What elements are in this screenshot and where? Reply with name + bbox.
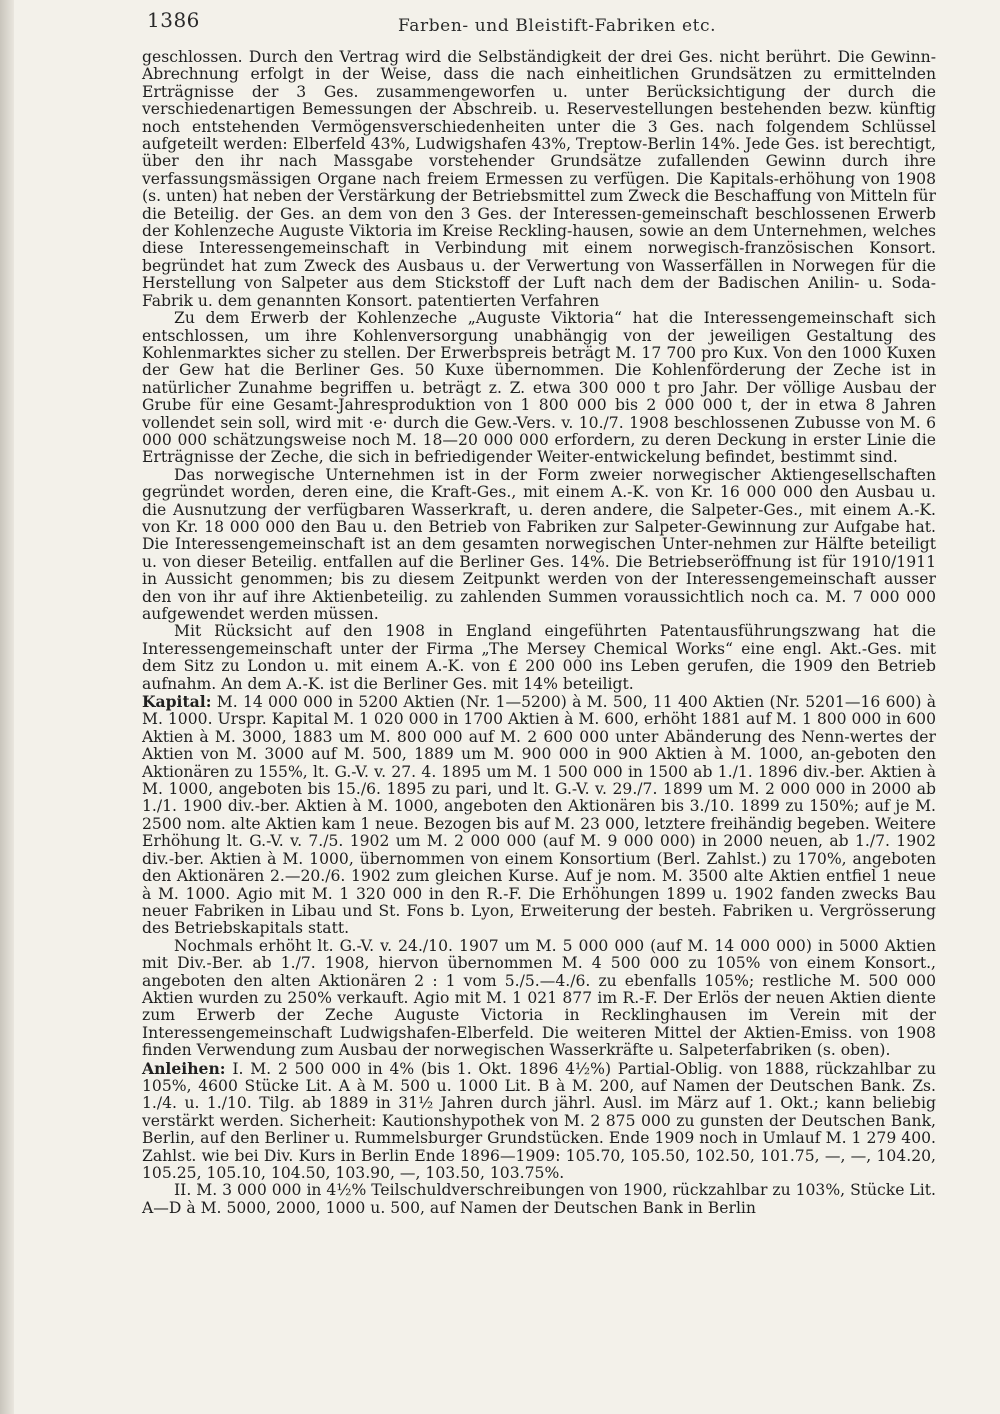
page-number: 1386 [147,8,200,32]
kapital-label: Kapital: [142,692,212,712]
page-binding-edge [0,0,14,1414]
kapital-text: M. 14 000 000 in 5200 Aktien (Nr. 1—5200) à M. 500, 11 400 Aktien (Nr. 5201—16 600) à M. 1000. Urspr. Kapital M. 1 020 000 in 1700 Aktien à M. 600, erhöht 1881 auf M. 1 800 000 in 600 Aktien à M. 3000, 1883 um M. 800 000 auf M. 2 600 000 unter Abänderung des Nenn-wertes der Aktien von M. 3000 auf M. 500, 1889 um M. 900 000 in 900 Aktien à M. 1000, an-geboten den Aktionären zu 155%, lt. G.-V. v. 27. 4. 1895 um M. 1 500 000 in 1500 ab 1./1. 1896 div.-ber. Aktien à M. 1000, angeboten bis 15./6. 1895 zu pari, und lt. G.-V. v. 29./7. 1899 um M. 2 000 000 in 2000 ab 1./1. 1900 div.-ber. Aktien à M. 1000, angeboten den Aktionären bis 3./10. 1899 zu 150%; auf je M. 2500 nom. alte Aktien kam 1 neue. Bezogen bis auf M. 23 000, letztere freihändig begeben. Weitere Erhöhung lt. G.-V. v. 7./5. 1902 um M. 2 000 000 (auf M. 9 000 000) in 2000 neuen, ab 1./7. 1902 div.-ber. Aktien à M. 1000, übernommen von einem Konsortium (Berl. Zahlst.) zu 170%, angeboten den Aktionären 2.—20./6. 1902 zum gleichen Kurse. Auf je nom. M. 3500 alte Aktien entfiel 1 neue à M. 1000. Agio mit M. 1 320 000 in den R.-F. Die Erhöhungen 1899 u. 1902 fanden zwecks Bau neuer Fabriken in Libau und St. Fons b. Lyon, Erweiterung der besteh. Fabriken u. Vergrösserung des Betriebskapitals statt. [142,693,937,938]
paragraph-contract: geschlossen. Durch den Vertrag wird die Selbständigkeit der drei Ges. nicht berührt. Die Gewinn-Abrechnung erfolgt in der Weise, dass die nach einheitlichen Grundsätzen zu ermittelnden Erträgnisse der 3 Ges. zusammengeworfen u. unter Berücksichtigung der durch die verschiedenartigen Bemessungen der Abschreib. u. Reservestellungen bestehenden bezw. künftig noch entstehenden Vermögensverschiedenheiten unter die 3 Ges. nach folgendem Schlüssel aufgeteilt werden: Elberfeld 43%, Ludwigshafen 43%, Treptow-Berlin 14%. Jede Ges. ist berechtigt, über den ihr nach Massgabe vorstehender Grundsätze zufallenden Gewinn durch ihre verfassungsmässigen Organe nach freiem Ermessen zu verfügen. Die Kapitals-erhöhung von 1908 (s. unten) hat neben der Verstärkung der Betriebsmittel zum Zweck die Beschaffung von Mitteln für die Beteilig. der Ges. an dem von den 3 Ges. der Interessen-gemeinschaft beschlossenen Erwerb der Kohlenzeche Auguste Viktoria im Kreise Reckling-hausen, sowie an dem Unternehmen, welches diese Interessengemeinschaft in Verbindung mit einem norwegisch-französischen Konsort. begründet hat zum Zweck des Ausbaus u. der Verwertung von Wasserfällen in Norwegen für die Herstellung von Salpeter aus dem Stickstoff der Luft nach dem der Badischen Anilin- u. Soda-Fabrik u. dem genannten Konsort. patentierten Verfahren [142,48,936,310]
paragraph-coal-mine: Zu dem Erwerb der Kohlenzeche „Auguste Viktoria“ hat die Interessengemeinschaft sich entschlossen, um ihre Kohlenversorgung unabhängig von der jeweiligen Gestaltung des Kohlenmarktes sicher zu stellen. Der Erwerbspreis beträgt M. 17 700 pro Kux. Von den 1000 Kuxen der Gew hat die Berliner Ges. 50 Kuxe übernommen. Die Kohlenförderung der Zeche ist in natürlicher Zunahme begriffen u. beträgt z. Z. etwa 300 000 t pro Jahr. Der völlige Ausbau der Grube für eine Gesamt-Jahresproduktion von 1 800 000 bis 2 000 000 t, der in etwa 8 Jahren vollendet sein soll, wird mit ·e· durch die Gew.-Vers. v. 10./7. 1908 beschlossenen Zubusse von M. 6 000 000 schätzungsweise noch M. 18—20 000 000 erfordern, zu deren Deckung in erster Linie die Erträgnisse der Zeche, die sich in befriedigender Weiter-entwickelung befindet, bestimmt sind. [142,309,936,467]
anleihen-text: I. M. 2 500 000 in 4% (bis 1. Okt. 1896 4½%) Partial-Oblig. von 1888, rückzahlbar zu 105%, 4600 Stücke Lit. A à M. 500 u. 1000 Lit. B à M. 200, auf Namen der Deutschen Bank. Zs. 1./4. u. 1./10. Tilg. ab 1889 in 31½ Jahren durch jährl. Ausl. im März auf 1. Okt.; kann beliebig verstärkt werden. Sicherheit: Kautionshypothek von M. 2 875 000 zu gunsten der Deutschen Bank, Berlin, auf den Berliner u. Rummelsburger Grundstücken. Ende 1909 noch in Umlauf M. 1 279 400. Zahlst. wie bei Div. Kurs in Berlin Ende 1896—1909: 105.70, 105.50, 102.50, 101.75, —, —, 104.20, 105.25, 105.10, 104.50, 103.90, —, 103.50, 103.75%. [142,1059,936,1182]
paragraph-anleihen [142,1060,936,1183]
paragraph-mersey-chemical: Mit Rücksicht auf den 1908 in England eingeführten Patentausführungszwang hat die Interessengemeinschaft unter der Firma „The Mersey Chemical Works“ eine engl. Akt.-Ges. mit dem Sitz zu London u. mit einem A.-K. von £ 200 000 ins Leben gerufen, die 1909 den Betrieb aufnahm. An dem A.-K. ist die Berliner Ges. mit 14% beteiligt. [142,622,936,693]
paragraph-loan-ii: II. M. 3 000 000 in 4½% Teilschuldverschreibungen von 1900, rückzahlbar zu 103%, Stücke Lit. A—D à M. 5000, 2000, 1000 u. 500, auf Namen der Deutschen Bank in Berlin [142,1181,936,1217]
body-text [142,49,936,1217]
paragraph-capital-increase-1907: Nochmals erhöht lt. G.-V. v. 24./10. 1907 um M. 5 000 000 (auf M. 14 000 000) in 5000 Aktien mit Div.-Ber. ab 1./7. 1908, hiervon übernommen M. 4 500 000 zu 105% von einem Konsort., angeboten den alten Aktionären 2 : 1 vom 5./5.—4./6. zu ebenfalls 105%; restliche M. 500 000 Aktien wurden zu 250% verkauft. Agio mit M. 1 021 877 im R.-F. Der Erlös der neuen Aktien diente zum Erwerb der Zeche Auguste Victoria in Recklinghausen im Verein mit der Interessengemeinschaft Ludwigshafen-Elberfeld. Die weiteren Mittel der Aktien-Emiss. von 1908 finden Verwendung zum Ausbau der norwegischen Wasserkräfte u. Salpeterfabriken (s. oben). [142,936,936,1060]
anleihen-label: Anleihen: [142,1058,226,1078]
page-header [140,6,940,42]
paragraph-kapital [142,693,936,938]
running-head: Farben- und Bleistift-Fabriken etc. [398,16,717,36]
paragraph-norwegian-venture: Das norwegische Unternehmen ist in der Form zweier norwegischer Aktiengesellschaften gegründet worden, deren eine, die Kraft-Ges., mit einem A.-K. von Kr. 16 000 000 den Ausbau u. die Ausnutzung der verfügbaren Wasserkraft, u. deren andere, die Salpeter-Ges., mit einem A.-K. von Kr. 18 000 000 den Bau u. den Betrieb von Fabriken zur Salpeter-Gewinnung zur Aufgabe hat. Die Interessengemeinschaft ist an dem gesamten norwegischen Unter-nehmen zur Hälfte beteiligt u. von dieser Beteilig. entfallen auf die Berliner Ges. 14%. Die Betriebseröffnung ist für 1910/1911 in Aussicht genommen; bis zu diesem Zeitpunkt werden von der Interessengemeinschaft ausser den von ihr auf ihre Aktienbeteilig. zu zahlenden Summen voraussichtlich noch ca. M. 7 000 000 aufgewendet werden müssen. [142,465,936,623]
